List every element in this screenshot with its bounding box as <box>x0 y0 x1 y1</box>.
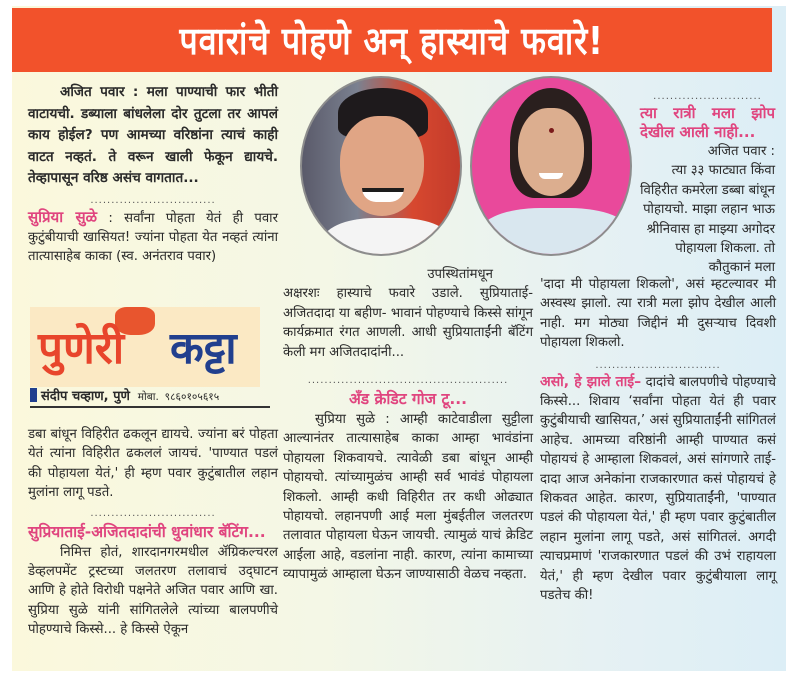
taai-paragraph: असो, हे झाले ताई– दादांचे बालपणीचे पोहण्याचे किस्से... शिवाय ‘सर्वांना पोहता येतं ही पवार कुटुंबीयाची खासियत,’ असं सुप्रियाताईंनी सांगितलं आहेच. आमच्या वरिष्ठांनी आम्ही पाण्यात कसं पोहायचं हे आम्हाला शिकवलं, असं सांगणारे ताई-दादा आज अनेकांना राजकारणात कसं पोहायचं हे शिकवत आहेत. कारण, सुप्रियाताईंनी, 'पाण्यात पडलं की पोहायला येतं,' ही म्हण पवार कुटुंबातील लहान मुलांना लागू पडते, असं सांगितलं. अगदी त्याचप्रमाणं 'राजकारणात पडलं की उभं राहायला येतं,' ही म्हण देखील पवार कुटुंबीयाला लागू पडतेच की! <box>540 373 776 604</box>
separator-dots: .............................. <box>90 194 216 206</box>
speaker-ajit: अजित पवार : <box>707 144 775 159</box>
narrow-paragraph: त्या ३३ फाट्यात किंवा विहिरीत कमरेला डब्बा बांधून पोहायचो. माझा लहान भाऊ श्रीनिवास हा माझ्या अगोदर पोहायला शिकला. तो कौतुकानं मला <box>640 163 775 276</box>
left-column-lower <box>28 425 278 640</box>
middle-lead-right: उपस्थितांमधून <box>427 267 493 282</box>
phone-number: ९८६०१०५६१५ <box>164 391 220 403</box>
author-byline <box>30 386 270 408</box>
section-heading-sleep: त्या रात्री मला झोप देखील आली नाही... <box>640 104 775 141</box>
section-heading-taai: असो, हे झाले ताई– <box>540 373 642 390</box>
headline-banner <box>12 8 772 72</box>
supriya-paragraph: सुप्रिया सुळे : सर्वांना पोहता येतं ही पवार कुटुंबीयाची खासियत! ज्यांना पोहता येत नव्हतं त्यांना तात्यासाहेब काका (स्व. अनंतराव पवार) <box>28 207 278 265</box>
credit-paragraph: सुप्रिया सुळे : आम्ही काटेवाडीला सुट्टीला आल्यानंतर तात्यासाहेब काका आम्हा भावंडांना पोहायला शिकवायचे. त्यावेळी डबा बांधून आम्ही पोहायचो. त्यांच्यामुळंच आम्ही सर्व भावंडं पोहायला शिकलो. आम्ही कधी विहिरीत तर कधी ओढ्यात पोहायचो. लहानपणी आई मला मुंबईतील जलतरण तलावात पोहायला घेऊन जायची. त्यामुळं याचं क्रेडिट आईला आहे, वडलांना नाही. कारण, त्यांना कामाच्या व्यापामुळं आम्हाला घेऊन जाण्यासाठी वेळच नव्हता. <box>283 412 533 583</box>
phone-label: मोबा. <box>137 391 159 403</box>
author-name: संदीप चव्हाण, पुणे <box>41 389 130 404</box>
headline: पवारांचे पोहणे अन् हास्याचे फवारे! <box>179 19 605 63</box>
supriya-sule-photo <box>470 76 632 256</box>
separator-dots: .............................. <box>90 507 216 519</box>
intro-paragraph: अजित पवार : मला पाण्याची फार भीती वाटायची. डब्याला बांधलेला दोर तुटला तर आपलं काय होईल? पण आमच्या वरिष्ठांना त्याचं काही वाटत नव्हतं. ते वरून खाली फेकून द्यायचे. तेव्हापासून वरिष्ठ असंच वागतात... <box>28 84 278 186</box>
left-column <box>28 82 278 267</box>
middle-column <box>283 265 533 585</box>
supriya-speaker: सुप्रिया सुळे <box>28 207 98 226</box>
separator-dots: ................................................ <box>307 375 509 387</box>
right-wide-paragraph: 'दादा मी पोहायला शिकलो', असं म्हटल्यावर मी अस्वस्थ झालो. त्या रात्री मला झोप देखील आली नाही. मग मोठ्या जिद्दीनं मी दुसऱ्याच दिवशी पोहायला शिकलो. <box>540 277 776 351</box>
blue-square-icon <box>30 388 37 402</box>
puneri-katta-logo <box>30 307 260 387</box>
separator-dots: .............................. <box>595 359 721 371</box>
middle-paragraph: अक्षरशः हास्याचे फवारे उडाले. सुप्रियाताई- अजितदादा या बहीण- भावानं पोहण्याचे किस्से सांगून कार्यक्रमात रंगत आणली. आधी सुप्रियाताईंनी बॅटिंग केली मग अजितदादांनी... <box>283 286 533 360</box>
intro-speaker: अजित पवार <box>60 84 125 100</box>
section-heading-credit: ॲंड क्रेडिट गोज टू... <box>348 390 468 409</box>
right-column-top <box>640 86 775 278</box>
batting-paragraph: निमित्त होतं, शारदानगरमधील ॲग्रिकल्चरल डेव्हलपमेंट ट्रस्टच्या जलतरण तलावाचं उद्‌घाटन आणि हे होते विरोधी पक्षनेते अजित पवार आणि खा. सुप्रिया सुळे यांनी सांगितलेले त्यांच्या बालपणीचे पोहण्याचे किस्से... हे किस्से ऐकून <box>28 544 278 638</box>
logo-katta: कट्टा <box>170 323 237 374</box>
continued-paragraph: डबा बांधून विहिरीत ढकलून द्यायचे. ज्यांना बरं पोहता येतं त्यांना विहिरीत ढकललं जायचं. 'पाण्यात पडलं की पोहायला येतं,' ही म्हण पवार कुटुंबातील लहान मुलांना लागू पडते. <box>28 427 278 501</box>
right-column <box>540 275 776 606</box>
section-heading-batting: सुप्रियाताई-अजितदादांची धुवांधार बॅटिंग... <box>28 522 266 541</box>
ajit-pawar-photo <box>300 76 462 256</box>
logo-puneri: पुणेरी <box>38 323 125 374</box>
separator-dots: .......................... <box>653 91 762 102</box>
